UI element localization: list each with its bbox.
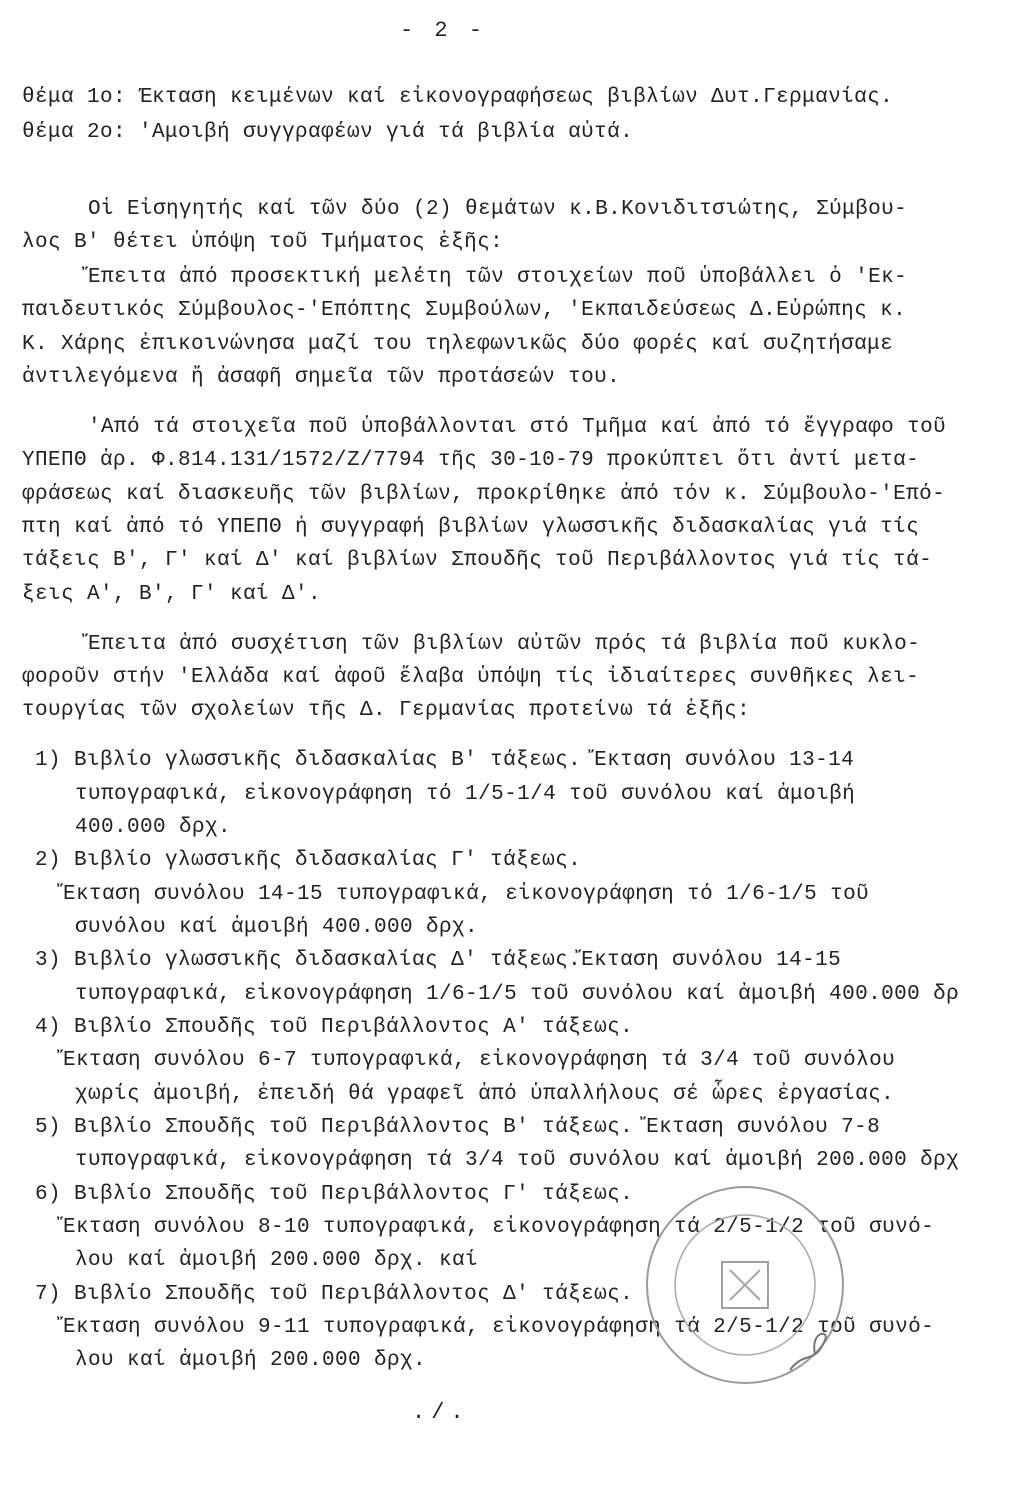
list-item: τυπογραφικά, εἰκονογράφηση τό 1/5-1/4 τοῦ συνόλου καί ἀμοιβή — [75, 783, 856, 806]
list-item: συνόλου καί ἀμοιβή 400.000 δρχ. — [75, 916, 479, 939]
body-line: ἀντιλεγόμενα ἤ ἀσαφῆ σημεῖα τῶν προτάσεών του. — [22, 366, 621, 389]
body-line: παιδευτικός Σύμβουλος-'Επόπτης Συμβούλων, 'Εκπαιδεύσεως Δ.Εὐρώπης κ. — [22, 299, 907, 322]
list-item: 2) Βιβλίο γλωσσικῆς διδασκαλίας Γ' τάξεως. — [35, 849, 582, 872]
body-line: λος Β' θέτει ὑπόψη τοῦ Τμήματος ἑξῆς: — [22, 231, 504, 254]
body-line: Κ. Χάρης ἐπικοινώνησα μαζί του τηλεφωνικῶς δύο φορές καί συζητήσαμε — [22, 333, 894, 356]
list-item: 5) Βιβλίο Σπουδῆς τοῦ Περιβάλλοντος Β' τάξεως. Ἔκταση συνόλου 7-8 — [35, 1116, 881, 1139]
signature-mark — [790, 1334, 826, 1370]
list-item: χωρίς ἀμοιβή, ἐπειδή θά γραφεῖ ἀπό ὑπαλλήλους σέ ὧρες ἐργασίας. — [75, 1083, 895, 1106]
list-item: 1) Βιβλίο γλωσσικῆς διδασκαλίας Β' τάξεως. Ἔκταση συνόλου 13-14 — [35, 749, 855, 772]
list-item: τυπογραφικά, εἰκονογράφηση τά 3/4 τοῦ συνόλου καί ἀμοιβή 200.000 δρχ — [75, 1149, 960, 1172]
body-line: φράσεως καί διασκευῆς τῶν βιβλίων, προκρίθηκε ἀπό τόν κ. Σύμβουλο-'Επό- — [22, 483, 946, 506]
subject-1: θέμα 1ο: Έκταση κειμένων καί εἰκονογραφήσεως βιβλίων Δυτ.Γερμανίας. — [22, 86, 894, 109]
list-item: Ἔκταση συνόλου 6-7 τυπογραφικά, εἰκονογράφηση τά 3/4 τοῦ συνόλου — [63, 1049, 896, 1072]
official-stamp — [640, 1180, 850, 1390]
body-line: φοροῦν στήν 'Ελλάδα καί ἀφοῦ ἔλαβα ὑπόψη τίς ἰδιαίτερες συνθῆκες λει- — [22, 666, 920, 689]
list-item: 7) Βιβλίο Σπουδῆς τοῦ Περιβάλλοντος Δ' τάξεως. — [35, 1283, 634, 1306]
list-item: Ἔκταση συνόλου 9-11 τυπογραφικά, εἰκονογράφηση τά 2/5-1/2 τοῦ συνό- — [63, 1316, 935, 1339]
list-item: Ἔκταση συνόλου 14-15 τυπογραφικά, εἰκονογράφηση τό 1/6-1/5 τοῦ — [63, 883, 870, 906]
list-item: τυπογραφικά, εἰκονογράφηση 1/6-1/5 τοῦ συνόλου καί ἀμοιβή 400.000 δρ — [75, 983, 960, 1006]
list-item: λου καί ἀμοιβή 200.000 δρχ. καί — [75, 1249, 479, 1272]
list-item: λου καί ἀμοιβή 200.000 δρχ. — [75, 1349, 427, 1372]
body-line: ξεις Α', Β', Γ' καί Δ'. — [22, 583, 322, 606]
subject-2: θέμα 2ο: 'Αμοιβή συγγραφέων γιά τά βιβλία αὐτά. — [22, 121, 634, 144]
body-line: τάξεις Β', Γ' καί Δ' καί βιβλίων Σπουδῆς τοῦ Περιβάλλοντος γιά τίς τά- — [22, 549, 933, 572]
body-line: ΥΠΕΠΘ ἀρ. Φ.814.131/1572/Ζ/7794 τῆς 30-10-79 προκύπτει ὅτι ἀντί μετα- — [22, 449, 920, 472]
continuation-mark: ./. — [412, 1400, 470, 1425]
body-line: πτη καί ἀπό τό ΥΠΕΠΘ ἡ συγγραφή βιβλίων γλωσσικῆς διδασκαλίας γιά τίς — [22, 516, 920, 539]
list-item: 3) Βιβλίο γλωσσικῆς διδασκαλίας Δ' τάξεως.Ἔκταση συνόλου 14-15 — [35, 949, 842, 972]
page-number: - 2 - — [400, 18, 487, 43]
body-line: Οἱ Εἰσηγητής καί τῶν δύο (2) θεμάτων κ.Β.Κονιδιτσιώτης, Σύμβου- — [88, 198, 908, 221]
body-line: 'Από τά στοιχεῖα ποῦ ὑποβάλλονται στό Τμῆμα καί ἀπό τό ἔγγραφο τοῦ — [88, 416, 947, 439]
list-item: Ἔκταση συνόλου 8-10 τυπογραφικά, εἰκονογράφηση τά 2/5-1/2 τοῦ συνό- — [63, 1216, 935, 1239]
body-line: Ἔπειτα ἀπό προσεκτική μελέτη τῶν στοιχείων ποῦ ὑποβάλλει ὁ 'Εκ- — [88, 266, 908, 289]
list-item: 400.000 δρχ. — [75, 816, 232, 839]
list-item: 4) Βιβλίο Σπουδῆς τοῦ Περιβάλλοντος Α' τάξεως. — [35, 1016, 634, 1039]
list-item: 6) Βιβλίο Σπουδῆς τοῦ Περιβάλλοντος Γ' τάξεως. — [35, 1183, 634, 1206]
body-line: τουργίας τῶν σχολείων τῆς Δ. Γερμανίας προτείνω τά ἑξῆς: — [22, 699, 751, 722]
body-line: Ἔπειτα ἀπό συσχέτιση τῶν βιβλίων αὐτῶν πρός τά βιβλία ποῦ κυκλο- — [88, 633, 921, 656]
